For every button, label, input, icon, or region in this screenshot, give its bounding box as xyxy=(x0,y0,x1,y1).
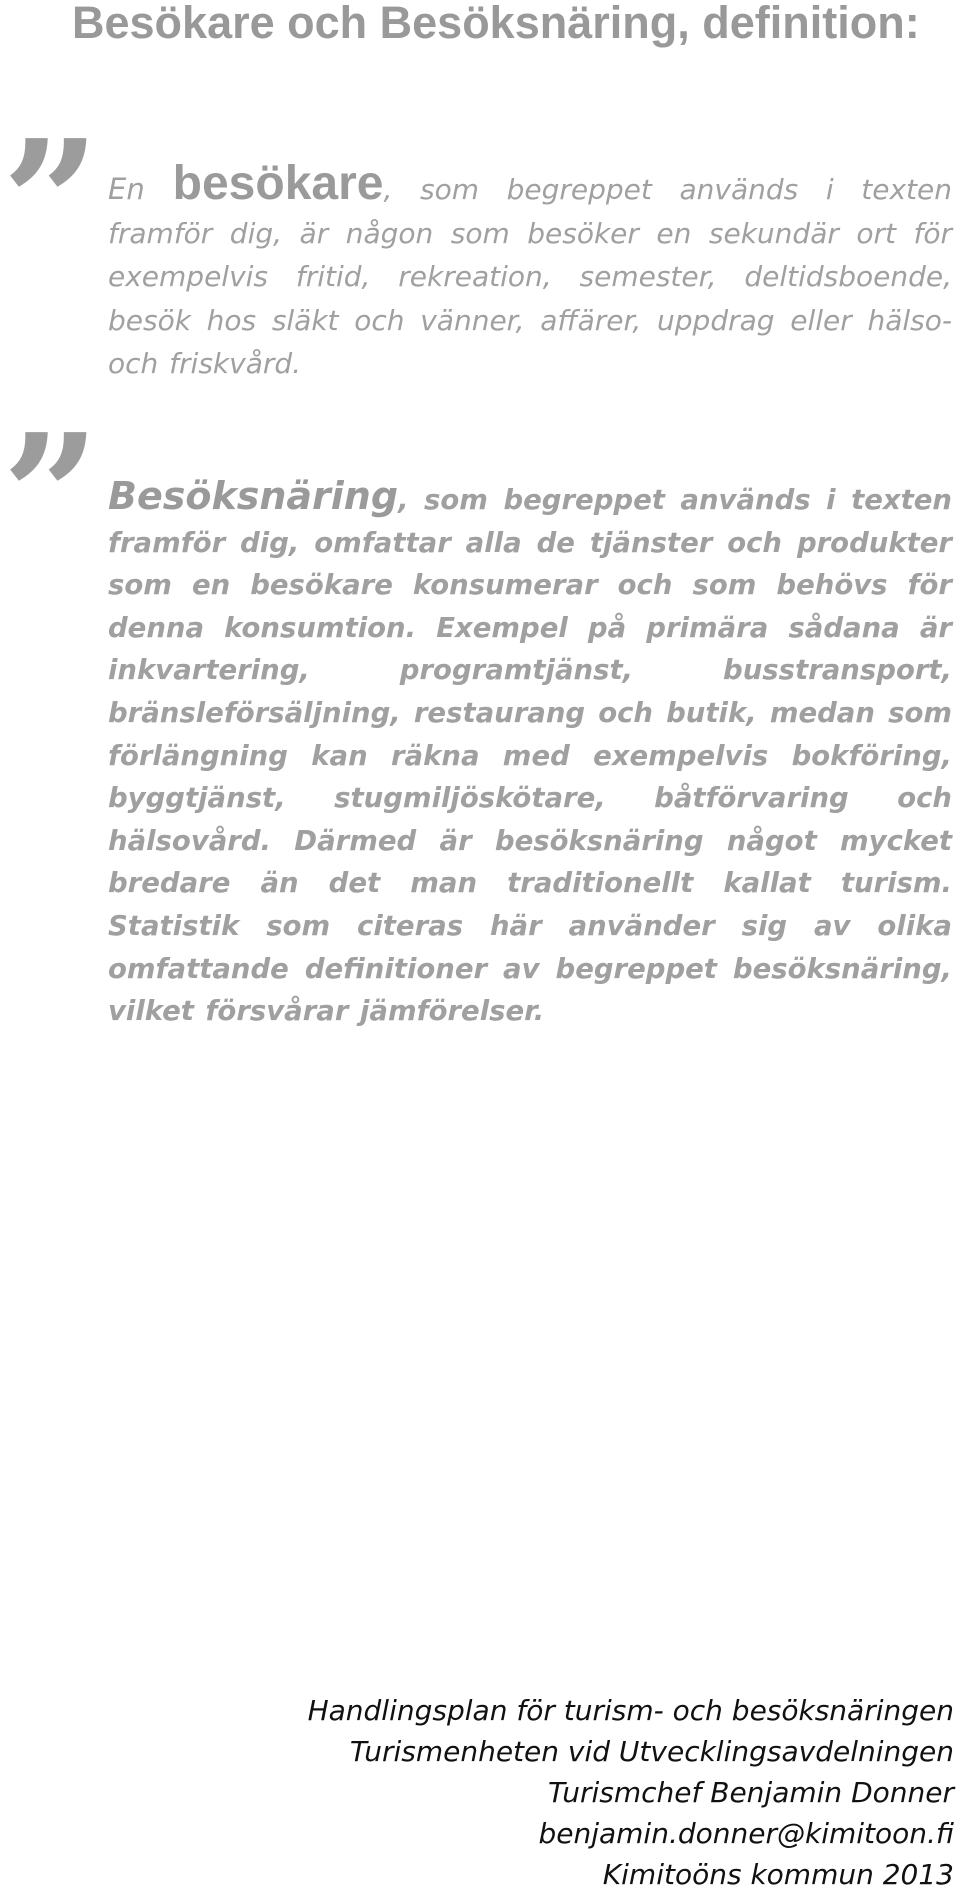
footer-line-unit: Turismenheten vid Utvecklingsavdelningen xyxy=(349,1735,954,1768)
definition-text: , som begreppet används i texten framför dig, är någon som besöker en sekundär ort för exempelvis fritid, rekreation, semester, deltidsboende, besök hos släkt och vänner, affärer, uppdrag eller hälso- och friskvård. xyxy=(108,173,953,380)
footer-line-email: benjamin.donner@kimitoon.fi xyxy=(538,1817,954,1850)
definition-term: Besöksnäring xyxy=(108,474,399,518)
footer-credits xyxy=(254,1690,954,1895)
page-title: Besökare och Besöksnäring, definition: xyxy=(72,0,920,48)
definition-besokare xyxy=(108,157,953,386)
footer-line-municipality: Kimitoöns kommun 2013 xyxy=(602,1858,954,1891)
definition-lead: En xyxy=(108,172,173,206)
definition-besoksnaring xyxy=(108,476,952,1033)
definition-term: besökare xyxy=(172,157,384,210)
definition-text: , som begreppet används i texten framför dig, omfattar alla de tjänster och produkter som en besökare konsumerar och som behövs för denna konsumtion. Exempel på primära sådana är inkvartering, programtjänst, busstransport, bränsleförsäljning, restaurang och butik, medan som förlängning kan räkna med exempelvis bokföring, byggtjänst, stugmiljöskötare, båtförvaring och hälsovård. Därmed är besöksnäring något mycket bredare än det man traditionellt kallat turism. Statistik som citeras här använder sig av olika omfattande definitioner av begreppet besöksnäring, vilket försvårar jämförelser. xyxy=(108,484,952,1028)
closing-quote-icon: ” xyxy=(2,103,94,303)
closing-quote-icon: ” xyxy=(2,397,94,597)
footer-line-plan: Handlingsplan för turism- och besöksnäringen xyxy=(307,1694,954,1727)
footer-line-author: Turismchef Benjamin Donner xyxy=(547,1776,954,1809)
